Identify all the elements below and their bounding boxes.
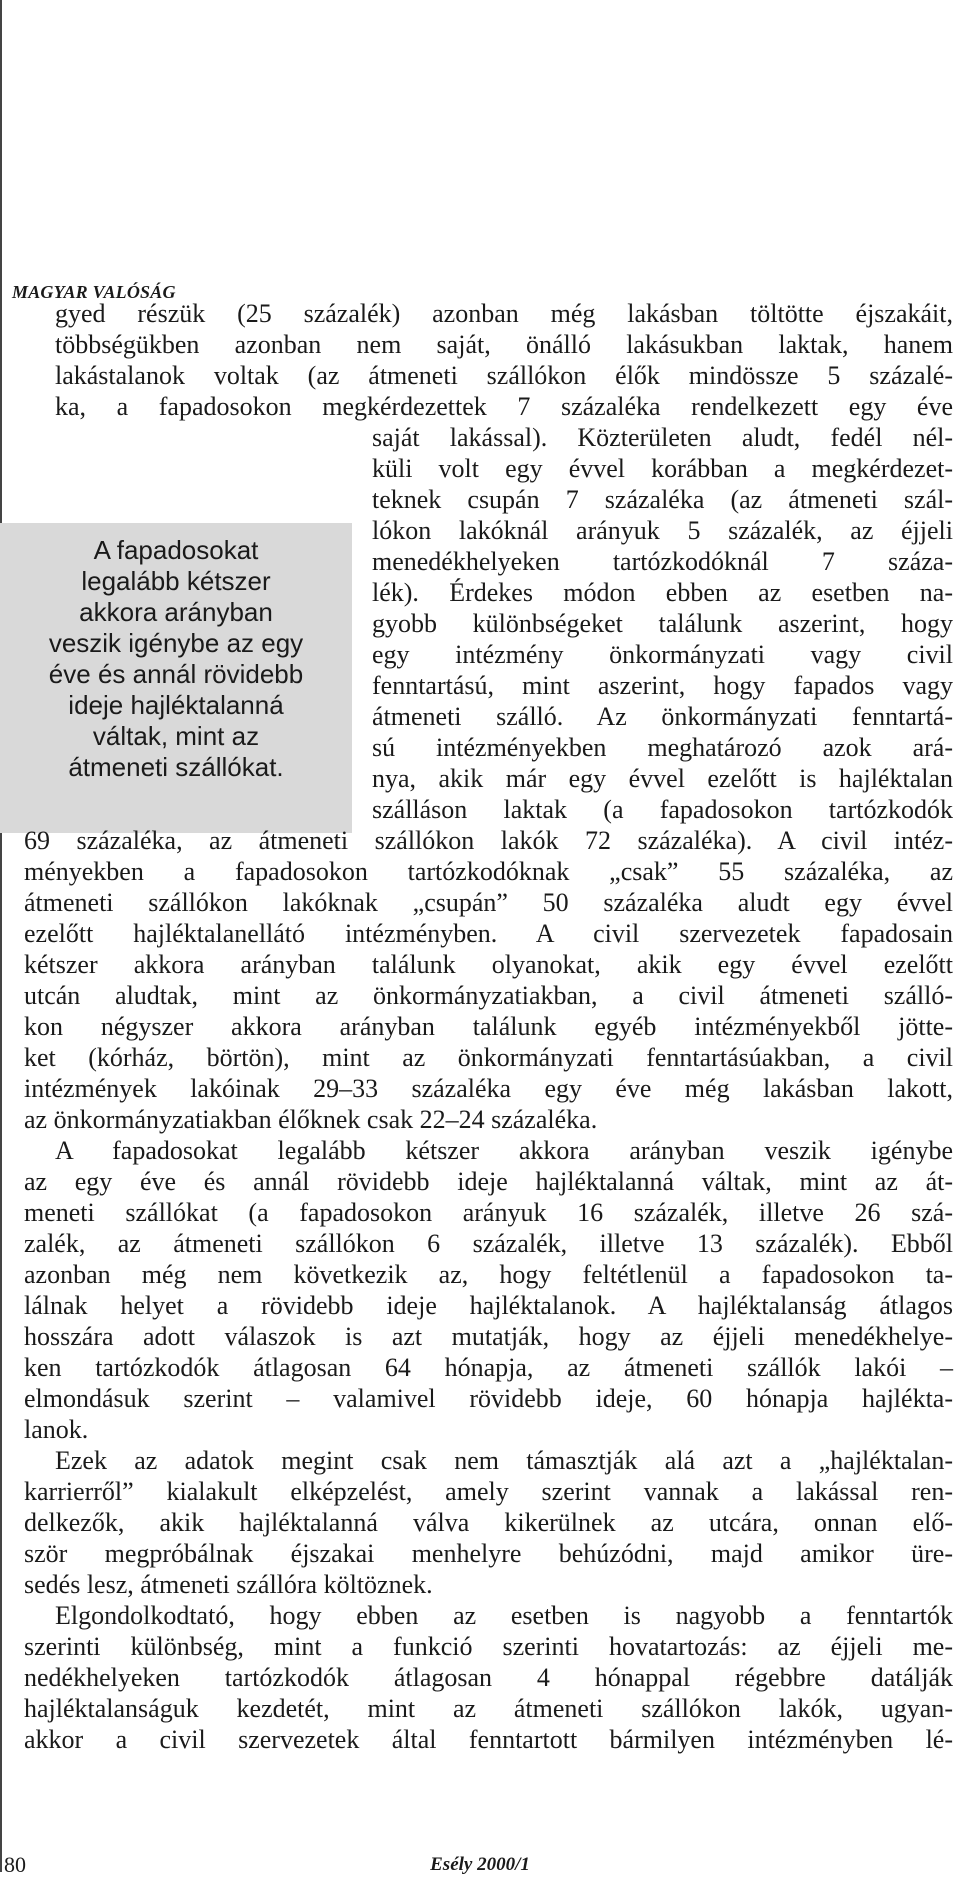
text-line: ezelőtt hajléktalanellátó intézményben. A civil szervezetek fapadosain <box>24 919 953 948</box>
text-line: küli volt egy évvel korábban a megkérdezet- <box>372 454 953 483</box>
text-line: azonban még nem következik az, hogy feltétlenül a fapadosokon ta- <box>24 1260 953 1289</box>
text-line: ket (kórház, börtön), mint az önkormányzati fenntartásúakban, a civil <box>24 1043 953 1072</box>
text-line: delkezők, akik hajléktalanná válva kikerülnek az utcára, onnan elő- <box>24 1508 953 1537</box>
paragraph-first-line: Ezek az adatok megint csak nem támasztják alá azt a „hajléktalan- <box>55 1446 953 1475</box>
pull-quote-line: éve és annál rövidebb <box>48 659 304 689</box>
pull-quote-line: váltak, mint az <box>92 721 260 751</box>
text-line: akkor a civil szervezetek által fenntartott bármilyen intézményben lé- <box>24 1725 953 1754</box>
text-line: elmondásuk szerint – valamivel rövidebb ideje, 60 hónapja hajlékta- <box>24 1384 953 1413</box>
text-line: meneti szállókat (a fapadosokon arányuk 16 százalék, illetve 26 szá- <box>24 1198 953 1227</box>
pull-quote-line: A fapadosokat <box>93 535 259 565</box>
text-line: hajléktalanságuk kezdetét, mint az átmeneti szállókon lakók, ugyan- <box>24 1694 953 1723</box>
left-margin-rule <box>0 0 2 1872</box>
text-line: az egy éve és annál rövidebb ideje hajléktalanná váltak, mint az át- <box>24 1167 953 1196</box>
text-line: ka, a fapadosokon megkérdezettek 7 százaléka rendelkezett egy éve <box>55 392 953 421</box>
text-line: teknek csupán 7 százaléka (az átmeneti szál- <box>372 485 953 514</box>
text-line: karrierről” kialakult elképzelést, amely szerint vannak a lakással ren- <box>24 1477 953 1506</box>
text-line: lókon lakóknál arányuk 5 százalék, az éjjeli <box>372 516 953 545</box>
text-line: gyobb különbségeket találunk aszerint, hogy <box>372 609 953 638</box>
text-line: szálláson laktak (a fapadosokon tartózkodók <box>372 795 953 824</box>
text-line: ményekben a fapadosokon tartózkodóknak „csak” 55 százaléka, az <box>24 857 953 886</box>
text-line: lanok. <box>24 1415 89 1444</box>
text-line: átmeneti szállókon lakóknak „csupán” 50 százaléka aludt egy évvel <box>24 888 953 917</box>
pull-quote-line: legalább kétszer <box>81 566 271 596</box>
text-line: 69 százaléka, az átmeneti szállókon lakók 72 százaléka). A civil intéz- <box>24 826 953 855</box>
pull-quote-box <box>0 523 352 833</box>
page-number: 80 <box>4 1852 26 1877</box>
text-line: sedés lesz, átmeneti szállóra költöznek. <box>24 1570 433 1599</box>
journal-footer: Esély 2000/1 <box>430 1854 530 1875</box>
text-line: fenntartású, mint aszerint, hogy fapados vagy <box>372 671 953 700</box>
text-line: zalék, az átmeneti szállókon 6 százalék, illetve 13 százalék). Ebből <box>24 1229 953 1258</box>
text-line: lálnak helyet a rövidebb ideje hajléktalanok. A hajléktalanság átlagos <box>24 1291 953 1320</box>
text-line: ken tartózkodók átlagosan 64 hónapja, az átmeneti szállók lakói – <box>24 1353 953 1382</box>
text-line: az önkormányzatiakban élőknek csak 22–24 százaléka. <box>24 1105 598 1134</box>
text-line: lakástalanok voltak (az átmeneti szállókon élők mindössze 5 százalé- <box>55 361 953 390</box>
pull-quote-line: átmeneti szállókat. <box>68 752 284 782</box>
text-line: utcán aludtak, mint az önkormányzatiakban, a civil átmeneti szálló- <box>24 981 953 1010</box>
text-line: intézmények lakóinak 29–33 százaléka egy éve még lakásban lakott, <box>24 1074 953 1103</box>
text-line: nedékhelyeken tartózkodók átlagosan 4 hónappal régebbre datálják <box>24 1663 953 1692</box>
text-line: sú intézményekben meghatározó azok ará- <box>372 733 953 762</box>
pull-quote-line: akkora arányban <box>79 597 273 627</box>
pull-quote-line: ideje hajléktalanná <box>68 690 284 720</box>
paragraph-first-line: A fapadosokat legalább kétszer akkora arányban veszik igénybe <box>55 1136 953 1165</box>
text-line: szerinti különbség, mint a funkció szerinti hovatartozás: az éjjeli me- <box>24 1632 953 1661</box>
text-line: nya, akik már egy évvel ezelőtt is hajléktalan <box>372 764 953 793</box>
paragraph-first-line: Elgondolkodtató, hogy ebben az esetben is nagyobb a fenntartók <box>55 1601 953 1630</box>
text-line: egy intézmény önkormányzati vagy civil <box>372 640 953 669</box>
text-line: kon négyszer akkora arányban találunk egyéb intézményekből jötte- <box>24 1012 953 1041</box>
text-line: átmeneti szálló. Az önkormányzati fenntartá- <box>372 702 953 731</box>
text-line: saját lakással). Közterületen aludt, fedél nél- <box>372 423 953 452</box>
text-line: gyed részük (25 százalék) azonban még lakásban töltötte éjszakáit, <box>55 299 953 328</box>
pull-quote-line: veszik igénybe az egy <box>48 628 304 658</box>
text-line: ször megpróbálnak éjszakai menhelyre behúzódni, majd amikor üre- <box>24 1539 953 1568</box>
section-header: MAGYAR VALÓSÁG <box>12 282 176 302</box>
text-line: kétszer akkora arányban találunk olyanokat, akik egy évvel ezelőtt <box>24 950 953 979</box>
text-line: lék). Érdekes módon ebben az esetben na- <box>372 578 953 607</box>
text-line: hosszára adott válaszok is azt mutatják, hogy az éjjeli menedékhelye- <box>24 1322 953 1351</box>
text-line: menedékhelyeken tartózkodóknál 7 száza- <box>372 547 953 576</box>
text-line: többségükben azonban nem saját, önálló lakásukban laktak, hanem <box>55 330 953 359</box>
